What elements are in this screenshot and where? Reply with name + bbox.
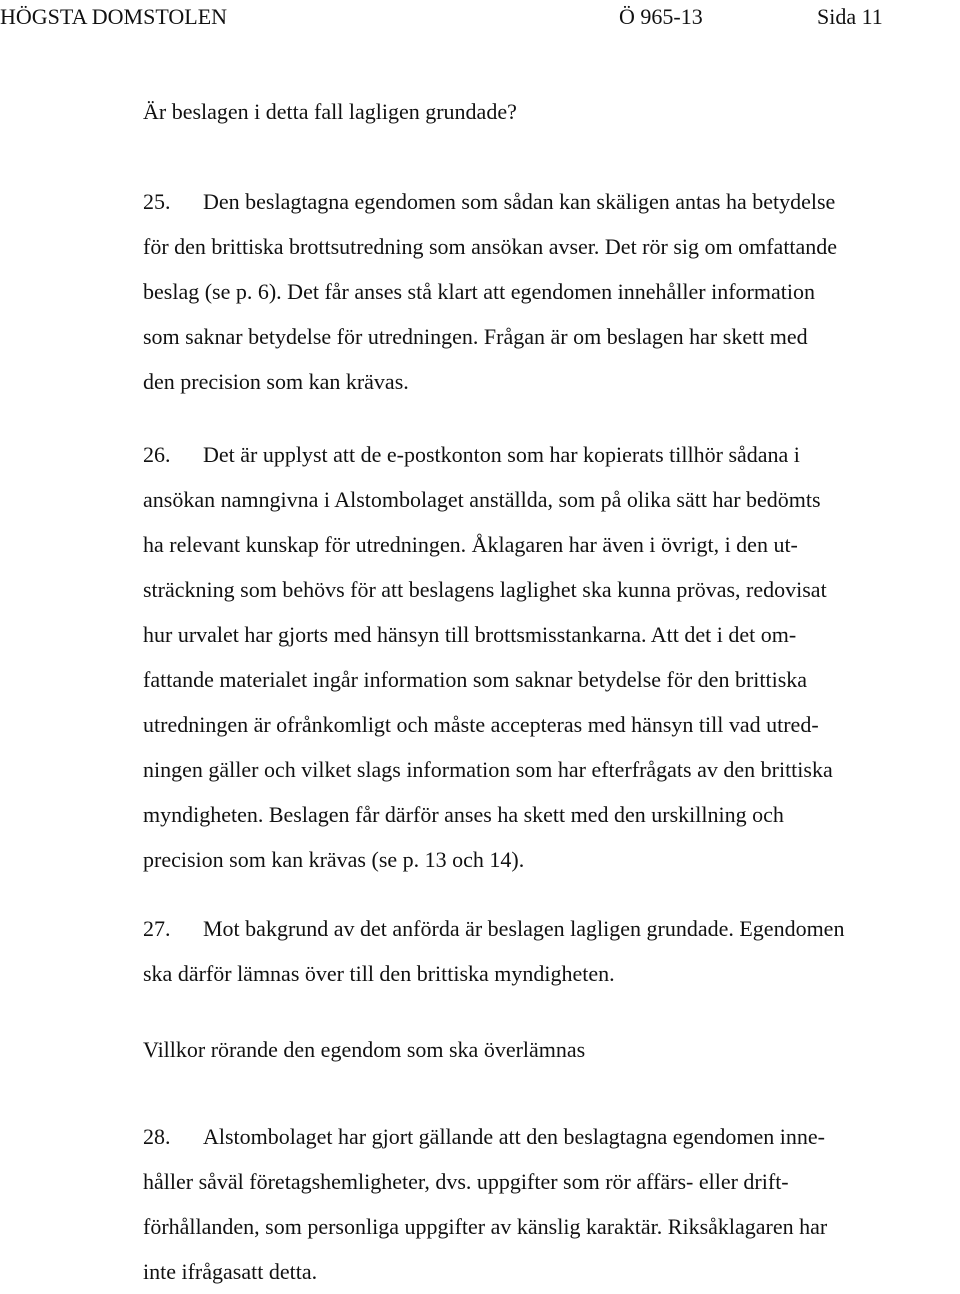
section-heading-conditions: Villkor rörande den egendom som ska överlämnas: [143, 1037, 586, 1062]
paragraph-line: hur urvalet har gjorts med hänsyn till brottsmisstankarna. Att det i det om-: [143, 622, 797, 647]
paragraph-line: ha relevant kunskap för utredningen. Åklagaren har även i övrigt, i den ut-: [143, 532, 798, 557]
line-text: Den beslagtagna egendomen som sådan kan skäligen antas ha betydelse: [203, 189, 836, 214]
court-name: HÖGSTA DOMSTOLEN: [0, 4, 228, 29]
case-number: Ö 965-13: [619, 4, 703, 29]
paragraph-line: myndigheten. Beslagen får därför anses ha skett med den urskillning och: [143, 802, 784, 827]
line-text: Det är upplyst att de e-postkonton som har kopierats tillhör sådana i: [203, 442, 800, 467]
paragraph-line: [143, 1114, 953, 1159]
paragraph-line: håller såväl företagshemligheter, dvs. uppgifter som rör affärs- eller drift-: [143, 1169, 789, 1194]
paragraph-line: förhållanden, som personliga uppgifter av känslig karaktär. Riksåklagaren har: [143, 1214, 828, 1239]
paragraph-number: 27.: [143, 916, 171, 941]
paragraph-line: [143, 179, 953, 224]
line-text: Mot bakgrund av det anförda är beslagen lagligen grundade. Egendomen: [203, 916, 845, 941]
paragraph-line: ska därför lämnas över till den brittiska myndigheten.: [143, 961, 615, 986]
paragraph-line: inte ifrågasatt detta.: [143, 1259, 318, 1284]
paragraph-line: som saknar betydelse för utredningen. Frågan är om beslagen har skett med: [143, 324, 808, 349]
page-number: Sida 11: [817, 4, 883, 29]
paragraph-line: ningen gäller och vilket slags information som har efterfrågats av den brittiska: [143, 757, 833, 782]
paragraph-line: för den brittiska brottsutredning som ansökan avser. Det rör sig om omfattande: [143, 234, 838, 259]
paragraph-26: [143, 432, 953, 882]
paragraph-line: ansökan namngivna i Alstombolaget anställda, som på olika sätt har bedömts: [143, 487, 821, 512]
paragraph-line: utredningen är ofrånkomligt och måste accepteras med hänsyn till vad utred-: [143, 712, 819, 737]
paragraph-25: [143, 179, 953, 404]
page-header: [0, 2, 960, 32]
paragraph-number: 26.: [143, 442, 171, 467]
paragraph-line: sträckning som behövs för att beslagens laglighet ska kunna prövas, redovisat: [143, 577, 827, 602]
paragraph-line: den precision som kan krävas.: [143, 369, 409, 394]
paragraph-line: [143, 432, 953, 477]
section-heading-lawful: Är beslagen i detta fall lagligen grundade?: [143, 99, 517, 124]
paragraph-line: [143, 906, 953, 951]
line-text: Alstombolaget har gjort gällande att den beslagtagna egendomen inne-: [203, 1124, 825, 1149]
paragraph-line: fattande materialet ingår information som saknar betydelse för den brittiska: [143, 667, 808, 692]
paragraph-line: beslag (se p. 6). Det får anses stå klart att egendomen innehåller information: [143, 279, 815, 304]
paragraph-number: 25.: [143, 189, 171, 214]
paragraph-line: precision som kan krävas (se p. 13 och 14).: [143, 847, 525, 872]
paragraph-27: [143, 906, 953, 996]
paragraph-number: 28.: [143, 1124, 171, 1149]
paragraph-28: [143, 1114, 953, 1294]
